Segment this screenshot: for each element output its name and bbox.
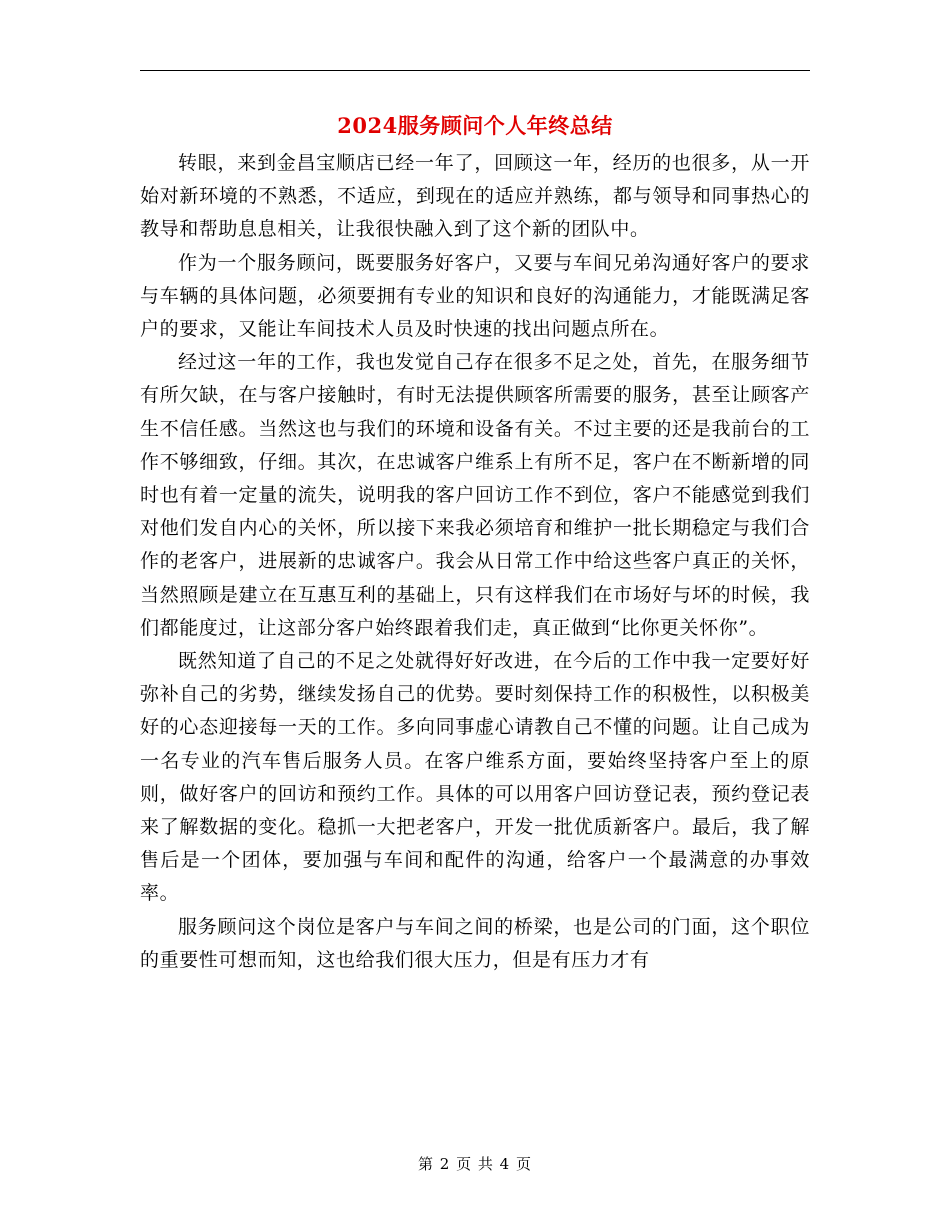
paragraph-5: 服务顾问这个岗位是客户与车间之间的桥梁，也是公司的门面，这个职位的重要性可想而知，这也给我们很大压力，但是有压力才有 [140,915,810,971]
paragraph-3: 经过这一年的工作，我也发觉自己存在很多不足之处，首先，在服务细节有所欠缺，在与客户接触时，有时无法提供顾客所需要的服务，甚至让顾客产生不信任感。当然这也与我们的环境和设备有关。不过主要的还是我前台的工作不够细致，仔细。其次，在忠诚客户维系上有所不足，客户在不断新增的同时也有着一定量的流失，说明我的客户回访工作不到位，客户不能感觉到我们对他们发自内心的关怀，所以接下来我必须培育和维护一批长期稳定与我们合作的老客户，进展新的忠诚客户。我会从日常工作中给这些客户真正的关怀，当然照顾是建立在互惠互利的基础上，只有这样我们在市场好与坏的时候，我们都能度过，让这部分客户始终跟着我们走，真正做到“比你更关怀你”。 [140,351,810,639]
document-body [140,147,810,977]
page-number: 第 2 页 共 4 页 [418,1155,532,1173]
paragraph-4: 既然知道了自己的不足之处就得好好改进，在今后的工作中我一定要好好弥补自己的劣势，继续发扬自己的优势。要时刻保持工作的积极性，以积极美好的心态迎接每一天的工作。多向同事虚心请教自己不懂的问题。让自己成为一名专业的汽车售后服务人员。在客户维系方面，要始终坚持客户至上的原则，做好客户的回访和预约工作。具体的可以用客户回访登记表，预约登记表来了解数据的变化。稳抓一大把老客户，开发一批优质新客户。最后，我了解售后是一个团体，要加强与车间和配件的沟通，给客户一个最满意的办事效率。 [140,650,810,905]
paragraph-2: 作为一个服务顾问，既要服务好客户，又要与车间兄弟沟通好客户的要求与车辆的具体问题，必须要拥有专业的知识和良好的沟通能力，才能既满足客户的要求，又能让车间技术人员及时快速的找出问题点所在。 [140,251,810,341]
header-rule [140,70,810,71]
paragraph-1: 转眼，来到金昌宝顺店已经一年了，回顾这一年，经历的也很多，从一开始对新环境的不熟悉，不适应，到现在的适应并熟练，都与领导和同事热心的教导和帮助息息相关，让我很快融入到了这个新的团队中。 [140,152,810,241]
document-title: 2024服务顾问个人年终总结 [337,113,613,138]
